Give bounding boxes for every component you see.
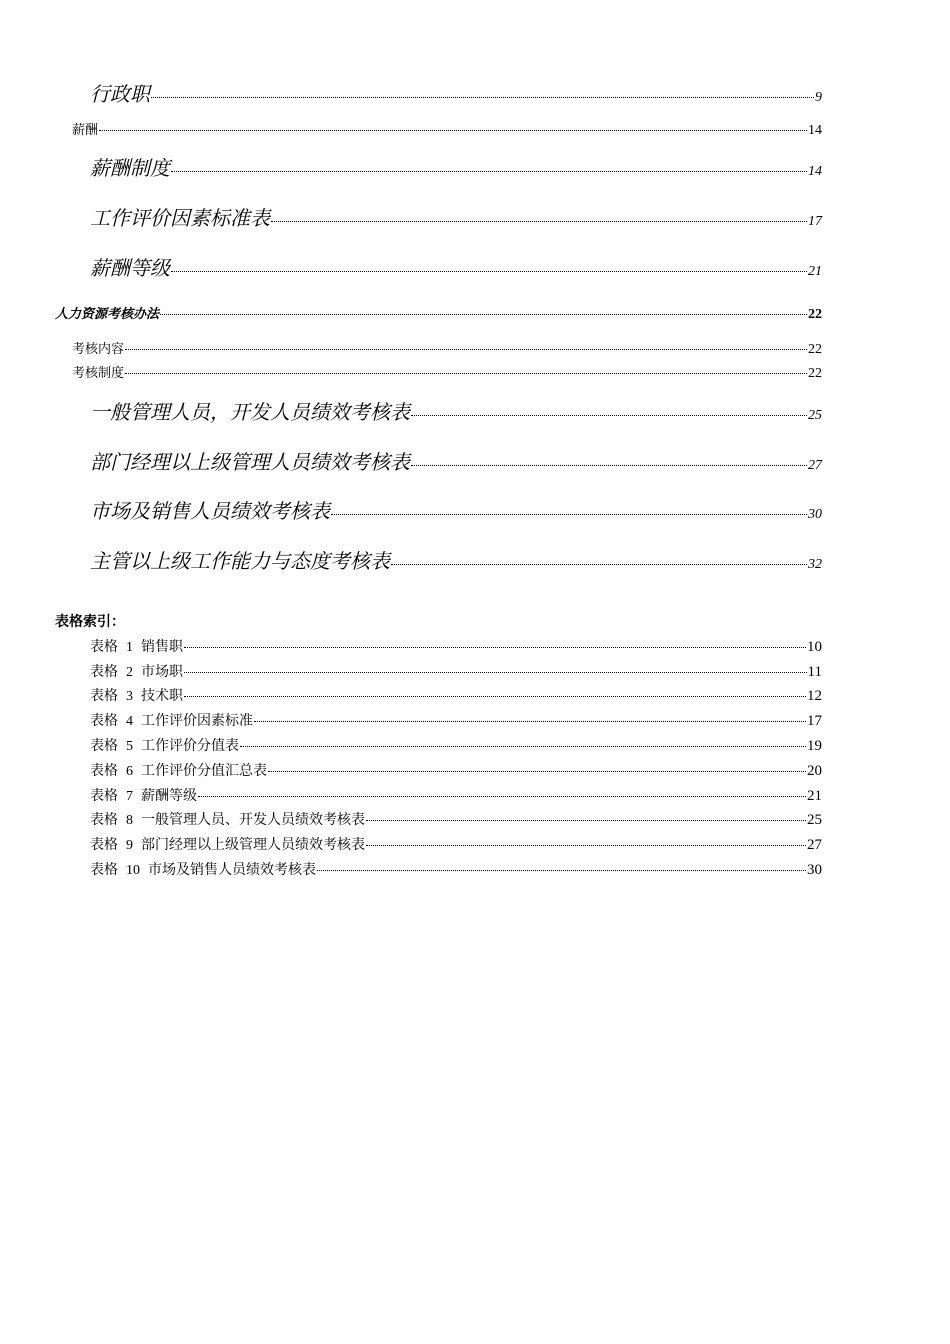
table-index-label xyxy=(90,636,183,656)
table-index-entry[interactable] xyxy=(90,809,822,829)
toc-entry-label: 考核制度 xyxy=(72,366,125,381)
toc-entry[interactable] xyxy=(90,152,822,181)
table-prefix: 表格 xyxy=(90,862,118,878)
table-caption: 工作评价因素标准 xyxy=(141,713,253,729)
toc-entry[interactable] xyxy=(90,78,822,107)
table-caption: 技术职 xyxy=(141,688,183,704)
dot-leader xyxy=(391,564,807,565)
toc-entry[interactable] xyxy=(90,446,822,475)
toc-entry[interactable] xyxy=(90,202,822,231)
toc-entry-page: 22 xyxy=(808,307,822,322)
table-prefix: 表格 xyxy=(90,738,118,754)
table-number: 2 xyxy=(126,665,133,680)
table-caption: 市场及销售人员绩效考核表 xyxy=(148,862,316,878)
table-caption: 一般管理人员、开发人员绩效考核表 xyxy=(141,812,365,828)
table-number: 1 xyxy=(126,640,133,655)
table-index-label xyxy=(90,859,316,879)
toc-entry-label: 薪酬制度 xyxy=(90,156,170,180)
toc-entry[interactable] xyxy=(72,362,822,382)
toc-entry-label: 薪酬等级 xyxy=(90,256,170,280)
table-prefix: 表格 xyxy=(90,812,118,828)
table-prefix: 表格 xyxy=(90,713,118,729)
toc-entry-label: 人力资源考核办法 xyxy=(55,307,160,322)
toc-entry-page: 17 xyxy=(808,214,822,229)
table-index-label xyxy=(90,785,197,805)
table-index-title: 表格索引： xyxy=(55,614,125,630)
table-index-label xyxy=(90,760,267,780)
toc-entry-label: 行政职 xyxy=(90,82,150,106)
dot-leader xyxy=(184,672,807,673)
dot-leader xyxy=(411,465,807,466)
table-index-page: 25 xyxy=(807,812,822,828)
table-caption: 薪酬等级 xyxy=(141,788,197,804)
dot-leader xyxy=(125,373,807,374)
toc-entry[interactable] xyxy=(90,396,822,425)
table-number: 4 xyxy=(126,714,133,729)
toc-entry[interactable] xyxy=(72,119,822,139)
toc-entry-label: 部门经理以上级管理人员绩效考核表 xyxy=(90,450,410,474)
dot-leader xyxy=(198,796,806,797)
table-index-entry[interactable] xyxy=(90,636,822,656)
table-caption: 市场职 xyxy=(141,664,183,680)
table-number: 3 xyxy=(126,689,133,704)
table-index-page: 11 xyxy=(807,664,822,680)
toc-entry-page: 32 xyxy=(808,557,822,572)
toc-entry-label: 市场及销售人员绩效考核表 xyxy=(90,499,330,523)
table-number: 7 xyxy=(126,789,133,804)
table-index-label xyxy=(90,685,183,705)
toc-entry-label: 考核内容 xyxy=(72,342,125,357)
dot-leader xyxy=(171,271,807,272)
dot-leader xyxy=(331,514,807,515)
table-index-entry[interactable] xyxy=(90,735,822,755)
toc-entry-page: 14 xyxy=(808,123,822,138)
table-number: 8 xyxy=(126,813,133,828)
dot-leader xyxy=(366,845,806,846)
toc-entry-label: 工作评价因素标准表 xyxy=(90,206,270,230)
table-caption: 部门经理以上级管理人员绩效考核表 xyxy=(141,837,365,853)
toc-entry-page: 9 xyxy=(815,90,822,105)
toc-entry-label: 一般管理人员，开发人员绩效考核表 xyxy=(90,400,410,424)
table-index-label xyxy=(90,710,253,730)
table-number: 6 xyxy=(126,764,133,779)
table-prefix: 表格 xyxy=(90,639,118,655)
table-number: 10 xyxy=(126,863,140,878)
table-index-page: 12 xyxy=(807,688,822,704)
toc-entry-page: 27 xyxy=(808,458,822,473)
table-caption: 工作评价分值表 xyxy=(141,738,239,754)
table-prefix: 表格 xyxy=(90,664,118,680)
dot-leader xyxy=(271,221,807,222)
table-number: 9 xyxy=(126,838,133,853)
table-index-page: 20 xyxy=(807,763,822,779)
table-index-entry[interactable] xyxy=(90,685,822,705)
toc-entry-page: 22 xyxy=(808,342,822,357)
toc-entry-label: 薪酬 xyxy=(72,123,99,138)
table-index-page: 10 xyxy=(807,639,822,655)
dot-leader xyxy=(184,647,806,648)
table-index-entry[interactable] xyxy=(90,760,822,780)
dot-leader xyxy=(151,97,814,98)
table-index-page: 19 xyxy=(807,738,822,754)
dot-leader xyxy=(171,171,807,172)
table-index-label xyxy=(90,735,239,755)
toc-entry-page: 25 xyxy=(808,408,822,423)
table-index-page: 21 xyxy=(807,788,822,804)
dot-leader xyxy=(411,415,807,416)
table-index-page: 30 xyxy=(807,862,822,878)
dot-leader xyxy=(160,314,807,315)
table-caption: 销售职 xyxy=(141,639,183,655)
toc-entry-page: 30 xyxy=(808,507,822,522)
table-prefix: 表格 xyxy=(90,688,118,704)
table-index-entry[interactable] xyxy=(90,785,822,805)
table-index-page: 17 xyxy=(807,713,822,729)
toc-entry[interactable] xyxy=(90,252,822,281)
table-prefix: 表格 xyxy=(90,788,118,804)
table-number: 5 xyxy=(126,739,133,754)
toc-entry[interactable] xyxy=(90,545,822,574)
toc-entry-page: 14 xyxy=(808,164,822,179)
toc-entry-page: 21 xyxy=(808,264,822,279)
toc-entry-label: 主管以上级工作能力与态度考核表 xyxy=(90,549,390,573)
toc-entry[interactable] xyxy=(90,495,822,524)
dot-leader xyxy=(240,746,806,747)
table-index-label xyxy=(90,834,365,854)
dot-leader xyxy=(99,130,807,131)
table-index-entry[interactable] xyxy=(90,661,822,681)
dot-leader xyxy=(254,721,806,722)
table-index-label xyxy=(90,661,183,681)
dot-leader xyxy=(366,820,806,821)
table-caption: 工作评价分值汇总表 xyxy=(141,763,267,779)
table-prefix: 表格 xyxy=(90,837,118,853)
dot-leader xyxy=(184,696,806,697)
table-index-label xyxy=(90,809,365,829)
toc-entry[interactable] xyxy=(72,338,822,358)
table-prefix: 表格 xyxy=(90,763,118,779)
dot-leader xyxy=(268,771,806,772)
toc-entry-page: 22 xyxy=(808,366,822,381)
table-index-entry[interactable] xyxy=(90,710,822,730)
table-index-entry[interactable] xyxy=(90,834,822,854)
table-index-entry[interactable] xyxy=(90,859,822,879)
dot-leader xyxy=(317,870,806,871)
table-index-page: 27 xyxy=(807,837,822,853)
toc-entry[interactable] xyxy=(55,303,822,323)
dot-leader xyxy=(125,349,807,350)
